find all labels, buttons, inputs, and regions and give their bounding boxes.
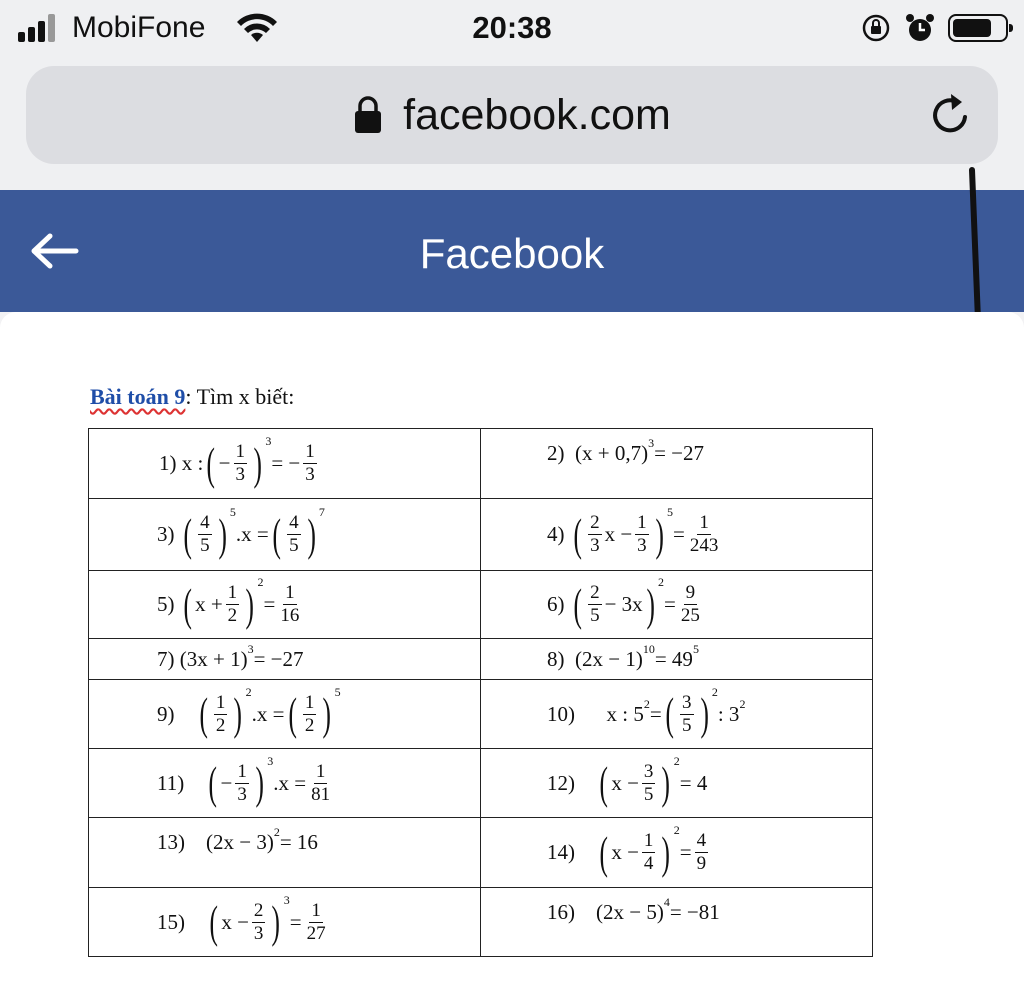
problem-cell	[481, 571, 873, 639]
back-arrow-icon[interactable]	[28, 228, 80, 274]
address-bar[interactable]	[26, 66, 998, 164]
problem-equation: ( x − $\frac{2}{3}$ ) 3 = $\frac{1}{27}$	[209, 892, 326, 947]
heading-rest: : Tìm x biết:	[185, 384, 295, 409]
problem-number: 14)	[547, 840, 575, 864]
battery-icon	[948, 14, 1008, 42]
handwritten-line	[966, 166, 990, 326]
browser-toolbar	[0, 56, 1024, 190]
reload-icon[interactable]	[926, 90, 976, 140]
problem-equation: ( x − $\frac{1}{4}$ ) 2 = $\frac{4}{9}$	[599, 823, 707, 878]
problem-cell	[481, 429, 873, 499]
problem-number: 4)	[547, 522, 565, 546]
problem-equation: ( $\frac{1}{2}$ ) 2 .x = ( $\frac{1}{2}$ ) 5	[198, 684, 341, 739]
problem-number: 6)	[547, 592, 565, 616]
problem-cell	[89, 818, 481, 888]
header-title: Facebook	[419, 230, 605, 277]
problem-heading	[90, 384, 294, 410]
problem-cell	[481, 639, 873, 680]
problem-equation: ( $\frac{2}{3}$ x − $\frac{1}{3}$ ) 5 = $\frac{1}{243}$	[573, 505, 719, 560]
problem-number: 10)	[547, 701, 575, 726]
app-header	[0, 190, 1024, 312]
problem-number: 8)	[547, 646, 565, 671]
lock-icon	[353, 96, 383, 134]
problem-number: 5)	[157, 592, 175, 616]
problem-number: 11)	[157, 770, 185, 795]
carrier-name: MobiFone	[72, 11, 206, 44]
problem-number: 3)	[157, 522, 175, 546]
problem-number: 1)	[159, 451, 177, 475]
problem-number: 15)	[157, 909, 185, 934]
wifi-icon	[236, 10, 278, 44]
problem-equation: (2x − 5) 4 = −81	[575, 894, 720, 924]
problem-cell	[481, 680, 873, 749]
problem-equation: ( − $\frac{1}{3}$ ) 3 .x = $\frac{1}{81}$	[208, 753, 331, 808]
problem-equation: (2x − 3) 2 = 16	[185, 824, 318, 854]
problem-cell	[89, 499, 481, 571]
problem-equation: (3x + 1) 3 = −27	[174, 641, 304, 671]
problem-number: 12)	[547, 770, 575, 795]
alarm-icon	[904, 12, 936, 44]
problem-cell	[481, 749, 873, 818]
post-image	[0, 312, 1024, 1001]
problem-cell	[481, 888, 873, 957]
clock: 20:38	[472, 10, 552, 45]
problem-equation: ( $\frac{2}{5}$ − 3x ) 2 = $\frac{9}{25}$	[573, 575, 700, 630]
rotation-lock-icon	[860, 12, 892, 44]
problem-cell	[89, 749, 481, 818]
problem-number: 13)	[157, 829, 185, 854]
status-bar	[0, 0, 1024, 56]
problem-equation: x : 5 2 = ( $\frac{3}{5}$ ) 2 : 3 2	[575, 684, 746, 739]
signal-icon	[18, 14, 62, 42]
problem-equation: x : ( − $\frac{1}{3}$ ) 3 = − $\frac{1}{3}$	[176, 434, 315, 489]
problem-cell	[89, 571, 481, 639]
problem-equation: (x + 0,7) 3 = −27	[564, 435, 705, 465]
problem-cell	[481, 818, 873, 888]
problem-equation: ( x − $\frac{3}{5}$ ) 2 = 4	[599, 753, 708, 808]
problem-cell	[89, 429, 481, 499]
url-text: facebook.com	[403, 90, 671, 139]
problem-number: 16)	[547, 899, 575, 924]
problem-number: 9)	[157, 701, 175, 726]
problem-cell	[89, 639, 481, 680]
problem-equation: ( $\frac{4}{5}$ ) 5 .x = ( $\frac{4}{5}$ ) 7	[183, 505, 325, 560]
problem-table	[88, 428, 873, 957]
problem-equation: (2x − 1) 10 = 49 5	[564, 641, 699, 671]
problem-equation: ( x + $\frac{1}{2}$ ) 2 = $\frac{1}{16}$	[183, 575, 300, 630]
problem-number: 2)	[547, 440, 565, 465]
problem-cell	[89, 680, 481, 749]
problem-cell	[481, 499, 873, 571]
problem-number: 7)	[157, 646, 175, 671]
problem-cell	[89, 888, 481, 957]
heading-bold: Bài toán 9	[90, 384, 186, 409]
